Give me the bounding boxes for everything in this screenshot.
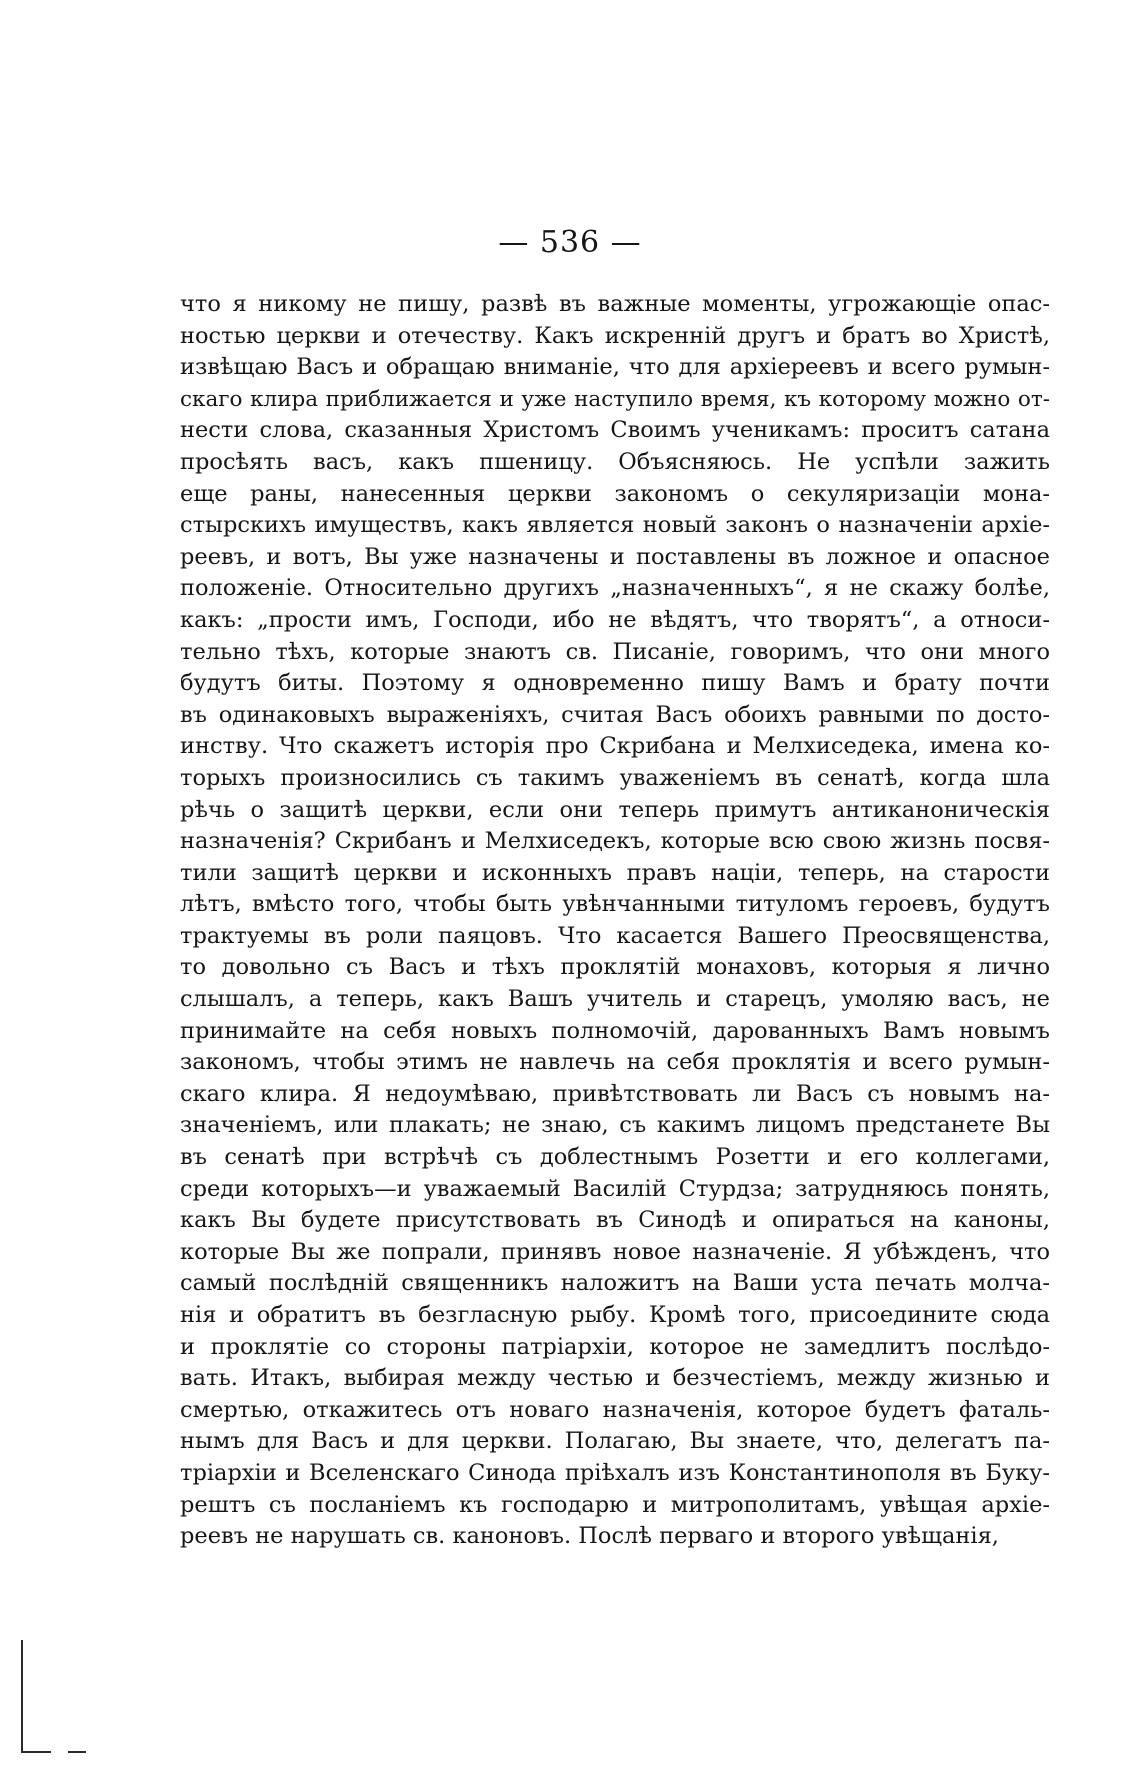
text-line: будутъ биты. Поэтому я одновременно пишу Вамъ и брату почти [180, 670, 1050, 697]
text-line: и проклятіе со стороны патріархіи, которое не замедлитъ послѣдо- [180, 1333, 1050, 1360]
text-line: просѣять васъ, какъ пшеницу. Объясняюсь. Не успѣли зажить [180, 448, 1050, 475]
text-line: скаго клира приближается и уже наступило время, къ которому можно от- [180, 386, 1050, 412]
text-line: положеніе. Относительно другихъ „назначенныхъ“, я не скажу болѣе, [180, 575, 1050, 602]
body-text [180, 289, 1050, 1553]
scan-edge-mark [68, 1751, 86, 1753]
text-line: еще раны, нанесенныя церкви закономъ о секуляризаціи мона- [180, 480, 1050, 507]
text-line: ностью церкви и отечеству. Какъ искренній другъ и братъ во Христѣ, [180, 322, 1050, 349]
text-line: какъ: „прости имъ, Господи, ибо не вѣдятъ, что творятъ“, а относи- [180, 606, 1050, 633]
text-line: торыхъ произносились съ такимъ уваженіемъ въ сенатѣ, когда шла [180, 764, 1050, 791]
text-line: вать. Итакъ, выбирая между честью и безчестіемъ, между жизнью и [180, 1365, 1050, 1392]
scan-edge-mark [21, 1751, 51, 1753]
text-line: самый послѣдній священникъ наложитъ на Ваши уста печать молча- [180, 1270, 1050, 1297]
text-line: извѣщаю Васъ и обращаю вниманіе, что для архіереевъ и всего румын- [180, 354, 1050, 381]
text-line: инству. Что скажетъ исторія про Скрибана и Мелхиседека, имена ко- [180, 733, 1050, 760]
text-line: тріархіи и Вселенскаго Синода пріѣхалъ изъ Константинополя въ Буку- [180, 1459, 1050, 1486]
scan-edge-mark [21, 1640, 23, 1752]
text-line: какъ Вы будете присутствовать въ Синодѣ и опираться на каноны, [180, 1207, 1050, 1234]
text-line: среди которыхъ—и уважаемый Василій Стурдза; затрудняюсь понять, [180, 1175, 1050, 1202]
text-line: смертью, откажитесь отъ новаго назначенія, которое будетъ фаталь- [180, 1396, 1050, 1423]
text-line: что я никому не пишу, развѣ въ важные моменты, угрожающіе опас- [180, 291, 1050, 317]
text-line: слышалъ, а теперь, какъ Вашъ учитель и старецъ, умоляю васъ, не [180, 986, 1050, 1013]
text-line: тили защитѣ церкви и исконныхъ правъ націи, теперь, на старости [180, 859, 1050, 886]
text-line: нымъ для Васъ и для церкви. Полагаю, Вы знаете, что, делегатъ па- [180, 1428, 1050, 1455]
text-line: трактуемы въ роли паяцовъ. Что касается Вашего Преосвященства, [180, 922, 1050, 949]
text-line: скаго клира. Я недоумѣваю, привѣтствовать ли Васъ съ новымъ на- [180, 1080, 1050, 1107]
text-line: стырскихъ имуществъ, какъ является новый законъ о назначеніи архіе- [180, 512, 1050, 539]
text-line: закономъ, чтобы этимъ не навлечь на себя проклятія и всего румын- [180, 1049, 1050, 1076]
text-line: значеніемъ, или плакать; не знаю, съ какимъ лицомъ предстанете Вы [180, 1112, 1050, 1139]
text-line: лѣтъ, вмѣсто того, чтобы быть увѣнчанными титуломъ героевъ, будутъ [180, 891, 1050, 918]
text-line: нести слова, сказанныя Христомъ Своимъ ученикамъ: проситъ сатана [180, 417, 1050, 444]
page-number: — 536 — [498, 225, 642, 260]
text-line: рештъ съ посланіемъ къ господарю и митрополитамъ, увѣщая архіе- [180, 1491, 1050, 1518]
text-line: назначенія? Скрибанъ и Мелхиседекъ, которые всю свою жизнь посвя- [180, 828, 1050, 855]
text-line: въ сенатѣ при встрѣчѣ съ доблестнымъ Розетти и его коллегами, [180, 1144, 1050, 1171]
text-line: въ одинаковыхъ выраженіяхъ, считая Васъ обоихъ равными по досто- [180, 701, 1050, 728]
text-line: принимайте на себя новыхъ полномочій, дарованныхъ Вамъ новымъ [180, 1017, 1050, 1044]
text-line: реевъ, и вотъ, Вы уже назначены и поставлены въ ложное и опасное [180, 543, 1050, 570]
text-line: рѣчь о защитѣ церкви, если они теперь примутъ антиканоническія [180, 796, 1050, 823]
text-line: нія и обратитъ въ безгласную рыбу. Кромѣ того, присоедините сюда [180, 1302, 1050, 1328]
text-line: реевъ не нарушать св. каноновъ. Послѣ перваго и второго увѣщанія, [180, 1523, 999, 1550]
text-line: то довольно съ Васъ и тѣхъ проклятій монаховъ, которыя я лично [180, 954, 1050, 981]
text-line: которые Вы же попрали, принявъ новое назначеніе. Я убѣжденъ, что [180, 1238, 1050, 1265]
text-line: тельно тѣхъ, которые знаютъ св. Писаніе, говоримъ, что они много [180, 638, 1050, 665]
